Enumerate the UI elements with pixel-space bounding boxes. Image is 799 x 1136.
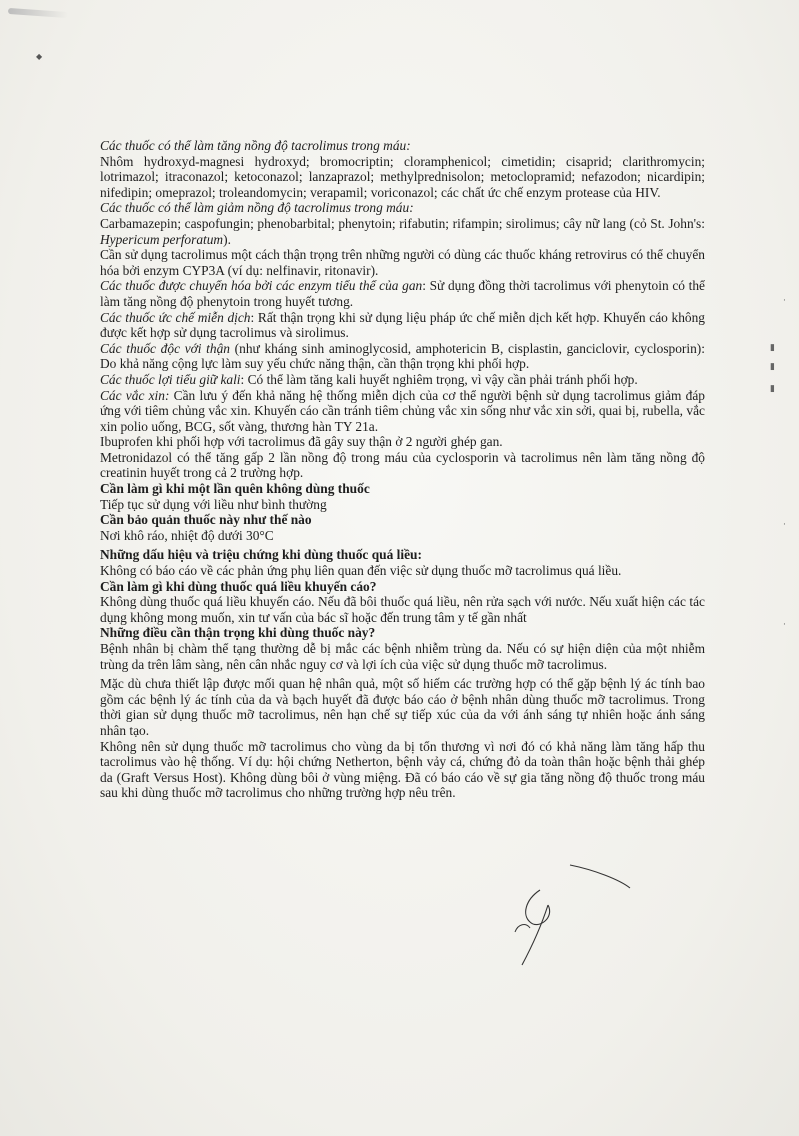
- text-run: Mặc dù chưa thiết lập được mối quan hệ nhân quả, một số hiếm các trường hợp có thể gặp bệnh lý ác tính bao gồm các bệnh lý ác tính của da và bạch huyết đã được báo cáo ở bệnh nhân dùng thuốc mỡ tacrolimus. Trong thời gian sử dụng thuốc mỡ tacrolimus, nên hạn chế sự tiếp xúc của da với ánh sáng tự nhiên hoặc ánh sáng nhân tạo.: [100, 676, 705, 738]
- paragraph: [100, 388, 705, 435]
- italic-text: Các thuốc có thể làm giảm nồng độ tacrolimus trong máu:: [100, 200, 414, 216]
- paragraph: [100, 310, 705, 341]
- section-heading: Cần làm gì khi một lần quên không dùng thuốc: [100, 481, 370, 497]
- margin-mark: ·: [783, 620, 786, 630]
- scan-dot: ◆: [36, 52, 43, 61]
- text-run: ).: [223, 231, 231, 247]
- paragraph: [100, 278, 705, 309]
- text-run: Không có báo cáo về các phản ứng phụ liên quan đến việc sử dụng thuốc mỡ tacrolimus quá liều.: [100, 563, 622, 579]
- paragraph: [100, 641, 705, 672]
- paragraph: [100, 138, 705, 154]
- margin-mark: ·: [783, 520, 786, 530]
- italic-text: Hypericum perforatum: [100, 231, 224, 247]
- paragraph: [100, 372, 705, 388]
- paragraph: [100, 200, 705, 216]
- section-heading: Những dấu hiệu và triệu chứng khi dùng thuốc quá liều:: [100, 547, 422, 563]
- italic-text: Các thuốc độc với thận: [100, 340, 230, 356]
- margin-mark: ▮: [770, 362, 775, 372]
- paragraph: [100, 154, 705, 201]
- italic-text: Các thuốc được chuyển hóa bởi các enzym tiểu thể của gan: [100, 278, 423, 294]
- paragraph: [100, 625, 705, 641]
- margin-mark: ▮: [770, 384, 775, 394]
- scan-artifact: [8, 8, 68, 18]
- margin-mark: ·: [783, 296, 786, 306]
- paragraph: [100, 676, 705, 738]
- text-run: Metronidazol có thể tăng gấp 2 lần nồng độ trong máu của cyclosporin và tacrolimus nên làm tăng nồng độ creatinin huyết trong cả 2 trường hợp.: [100, 449, 705, 481]
- paragraph: [100, 247, 705, 278]
- section-heading: Những điều cần thận trọng khi dùng thuốc này?: [100, 625, 376, 641]
- text-run: Tiếp tục sử dụng với liều như bình thường: [100, 496, 327, 512]
- italic-text: Các vắc xin:: [100, 387, 170, 403]
- paragraph: [100, 594, 705, 625]
- text-run: Không dùng thuốc quá liều khuyến cáo. Nếu đã bôi thuốc quá liều, nên rửa sạch với nước. Nếu xuất hiện các tác dụng không mong muốn, xin tư vấn của bác sĩ hoặc đến trung tâm y tế gần nhất: [100, 594, 705, 625]
- italic-text: Các thuốc ức chế miễn dịch: [100, 309, 251, 325]
- paragraph: [100, 434, 705, 450]
- section-heading: Cần bảo quản thuốc này như thế nào: [100, 512, 312, 528]
- text-run: Không nên sử dụng thuốc mỡ tacrolimus cho vùng da bị tổn thương vì nơi đó có khả năng làm tăng hấp thu tacrolimus vào hệ thống. Ví dụ: hội chứng Netherton, bệnh vảy cá, chứng đỏ da toàn thân hoặc bệnh thải ghép da (Graft Versus Host). Không dùng bôi ở vùng miệng. Đã có báo cáo về sự gia tăng nồng độ thuốc trong máu sau khi dùng thuốc mỡ tacrolimus cho những trường hợp nêu trên.: [100, 738, 705, 801]
- text-run: Cần sử dụng tacrolimus một cách thận trọng trên những người có dùng các thuốc kháng retrovirus có thể chuyển hóa bởi enzym CYP3A (ví dụ: nelfinavir, ritonavir).: [100, 247, 705, 278]
- paragraph: [100, 216, 705, 247]
- paragraph: [100, 739, 705, 801]
- margin-mark: ▮: [770, 343, 775, 353]
- text-run: Ibuprofen khi phối hợp với tacrolimus đã gây suy thận ở 2 người ghép gan.: [100, 434, 503, 450]
- paragraph: [100, 512, 705, 528]
- section-heading: Cần làm gì khi dùng thuốc quá liều khuyến cáo?: [100, 578, 377, 594]
- paragraph: [100, 341, 705, 372]
- paragraph: [100, 528, 705, 544]
- text-run: : Có thể làm tăng kali huyết nghiêm trọng, vì vậy cần phải tránh phối hợp.: [240, 371, 638, 387]
- paragraph: [100, 497, 705, 513]
- text-run: Cần lưu ý đến khả năng hệ thống miễn dịch của cơ thể người bệnh sử dụng tacrolimus giảm đáp ứng với tiêm chủng vắc xin. Khuyến cáo cần tránh tiêm chủng vắc xin sống như vắc xin sởi, quai bị, rubella, vắc xin polio uống, BCG, sốt vàng, thương hàn TY 21a.: [100, 387, 705, 434]
- paragraph: [100, 547, 705, 563]
- document-body: [100, 138, 705, 801]
- italic-text: Các thuốc lợi tiểu giữ kali: [100, 371, 241, 387]
- text-run: (như kháng sinh aminoglycosid, amphotericin B, cisplastin, ganciclovir, cyclosporin): Do khả năng cộng lực làm suy yếu chức năng thận, cần thận trọng khi phối hợp.: [100, 340, 705, 372]
- italic-text: Các thuốc có thể làm tăng nồng độ tacrolimus trong máu:: [100, 138, 411, 153]
- signature-mark: [500, 860, 640, 970]
- text-run: Bệnh nhân bị chàm thể tạng thường dễ bị mắc các bệnh nhiễm trùng da. Nếu có sự hiện diện của một nhiễm trùng da trên lâm sàng, nên cân nhắc nguy cơ và lợi ích của việc sử dụng thuốc mỡ tacrolimus.: [100, 641, 705, 672]
- text-run: Nơi khô ráo, nhiệt độ dưới 30°C: [100, 527, 274, 543]
- text-run: Nhôm hydroxyd-magnesi hydroxyd; bromocriptin; cloramphenicol; cimetidin; cisaprid; clarithromycin; lotrimazol; itraconazol; ketoconazol; lanzaprazol; methylprednisolon; metoclopramid; nefazodon; nicardipin; nifedipin; omeprazol; troleandomycin; verapamil; voriconazol; các chất ức chế enzym protease của HIV.: [100, 153, 705, 200]
- paragraph: [100, 450, 705, 481]
- text-run: Carbamazepin; caspofungin; phenobarbital; phenytoin; rifabutin; rifampin; sirolimus; cây nữ lang (cỏ St. John's:: [100, 215, 705, 231]
- paragraph: [100, 481, 705, 497]
- paragraph: [100, 579, 705, 595]
- text-run: : Rất thận trọng khi sử dụng liệu pháp ức chế miễn dịch kết hợp. Khuyến cáo không được kết hợp sử dụng tacrolimus và sirolimus.: [100, 309, 705, 341]
- paragraph: [100, 563, 705, 579]
- text-run: : Sử dụng đồng thời tacrolimus với phenytoin có thể làm tăng nồng độ phenytoin trong huyết tương.: [100, 278, 705, 309]
